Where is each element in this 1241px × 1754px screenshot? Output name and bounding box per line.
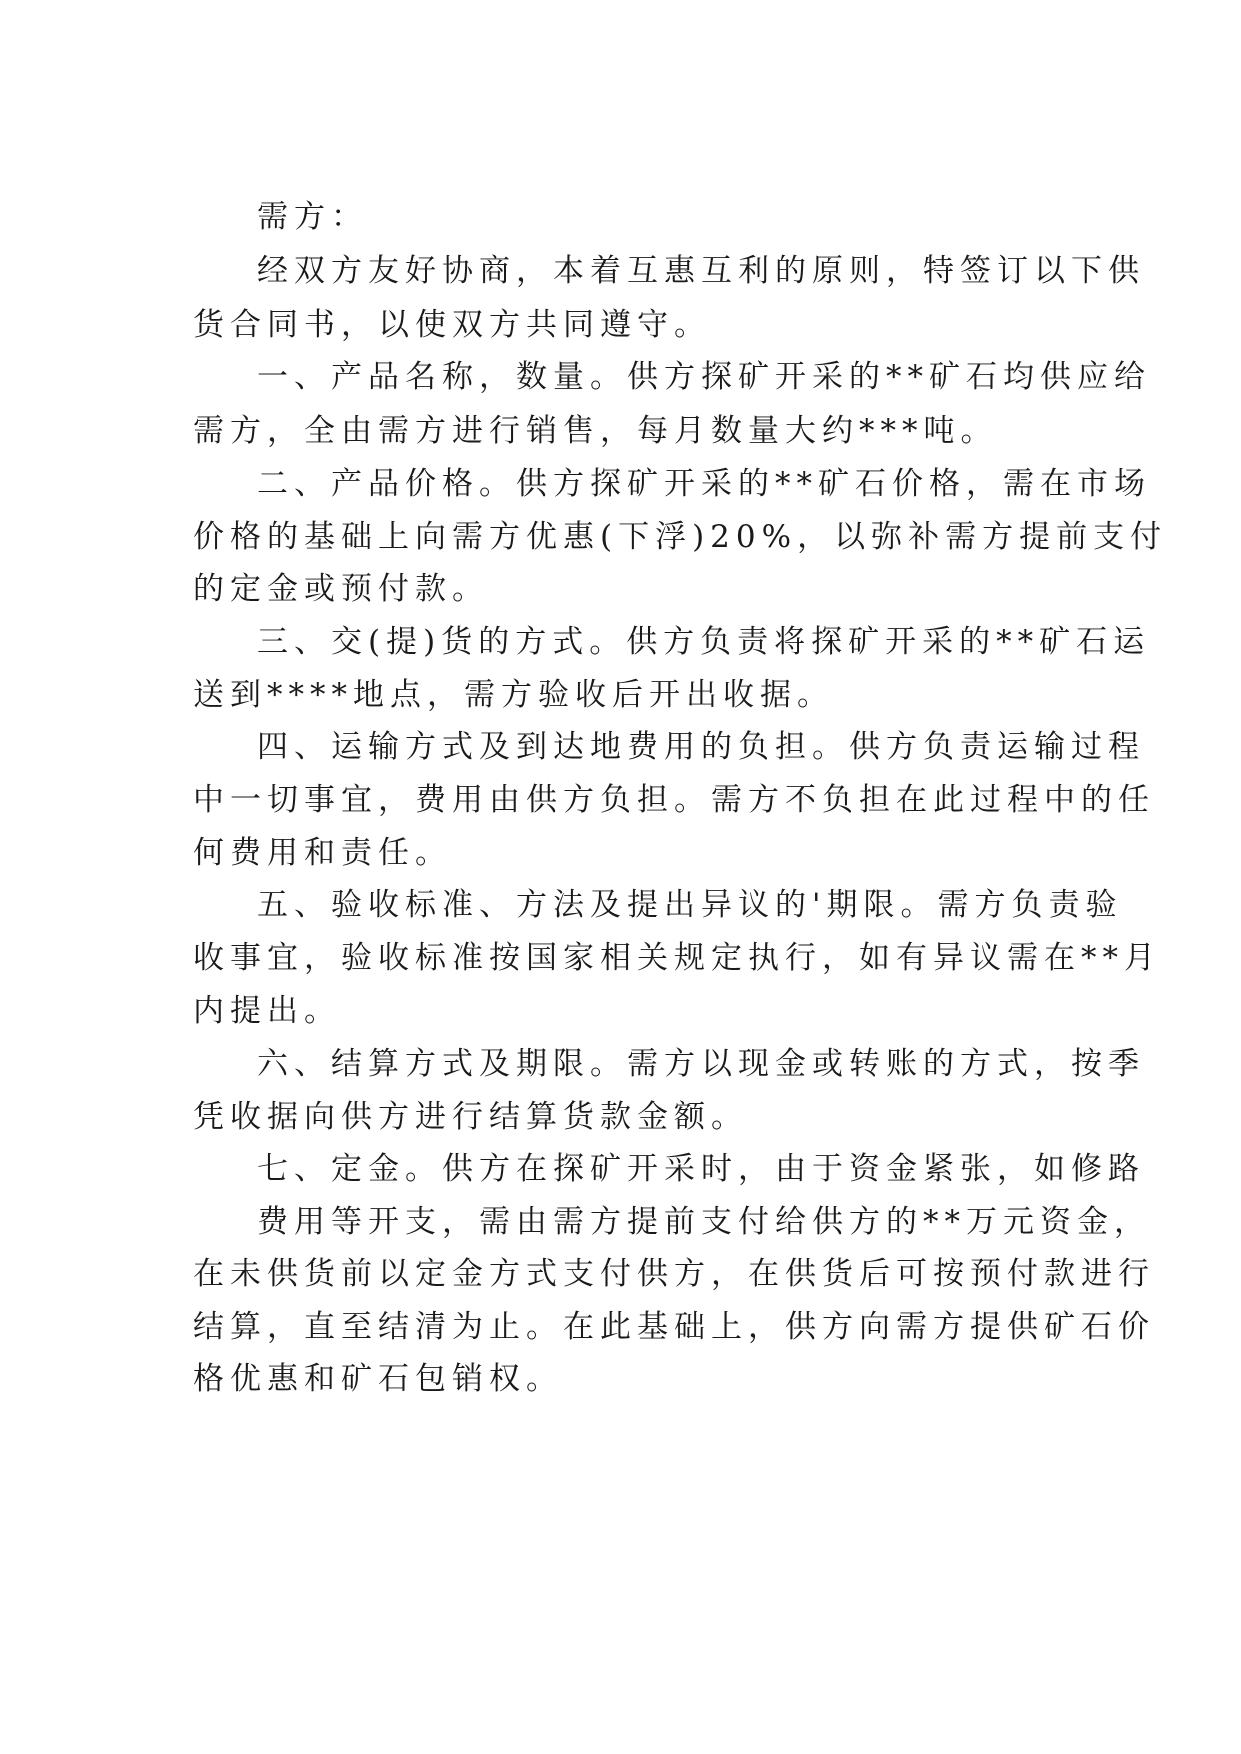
text-line: 五、验收标准、方法及提出异议的'期限。需方负责验 [257, 887, 1123, 923]
text-line: 的定金或预付款。 [193, 571, 489, 607]
text-line: 七、定金。供方在探矿开采时，由于资金紧张，如修路 [257, 1151, 1145, 1187]
text-line: 结算，直至结清为止。在此基础上，供方向需方提供矿石价 [193, 1309, 1155, 1345]
text-line: 价格的基础上向需方优惠(下浮)20%，以弥补需方提前支付 [193, 519, 1168, 555]
text-line: 在未供货前以定金方式支付供方，在供货后可按预付款进行 [193, 1256, 1155, 1292]
text-line: 内提出。 [193, 993, 341, 1029]
text-line: 中一切事宜，费用由供方负担。需方不负担在此过程中的任 [193, 782, 1155, 818]
text-line: 经双方友好协商，本着互惠互利的原则，特签订以下供 [257, 253, 1145, 289]
text-line: 六、结算方式及期限。需方以现金或转账的方式，按季 [257, 1046, 1145, 1082]
text-line: 收事宜，验收标准按国家相关规定执行，如有异议需在**月 [193, 940, 1161, 976]
text-line: 一、产品名称，数量。供方探矿开采的**矿石均供应给 [257, 359, 1151, 395]
text-line: 凭收据向供方进行结算货款金额。 [193, 1099, 748, 1135]
text-line: 四、运输方式及到达地费用的负担。供方负责运输过程 [257, 729, 1145, 765]
text-line: 三、交(提)货的方式。供方负责将探矿开采的**矿石运 [257, 624, 1151, 660]
text-line: 货合同书，以使双方共同遵守。 [193, 307, 711, 343]
text-line: 格优惠和矿石包销权。 [193, 1361, 563, 1397]
text-line: 二、产品价格。供方探矿开采的**矿石价格，需在市场 [257, 466, 1151, 502]
text-line: 需方： [257, 199, 368, 235]
text-line: 需方，全由需方进行销售，每月数量大约***吨。 [193, 413, 998, 449]
text-line: 费用等开支，需由需方提前支付给供方的**万元资金， [257, 1204, 1151, 1240]
text-line: 送到****地点，需方验收后开出收据。 [193, 677, 834, 713]
text-line: 何费用和责任。 [193, 835, 452, 871]
